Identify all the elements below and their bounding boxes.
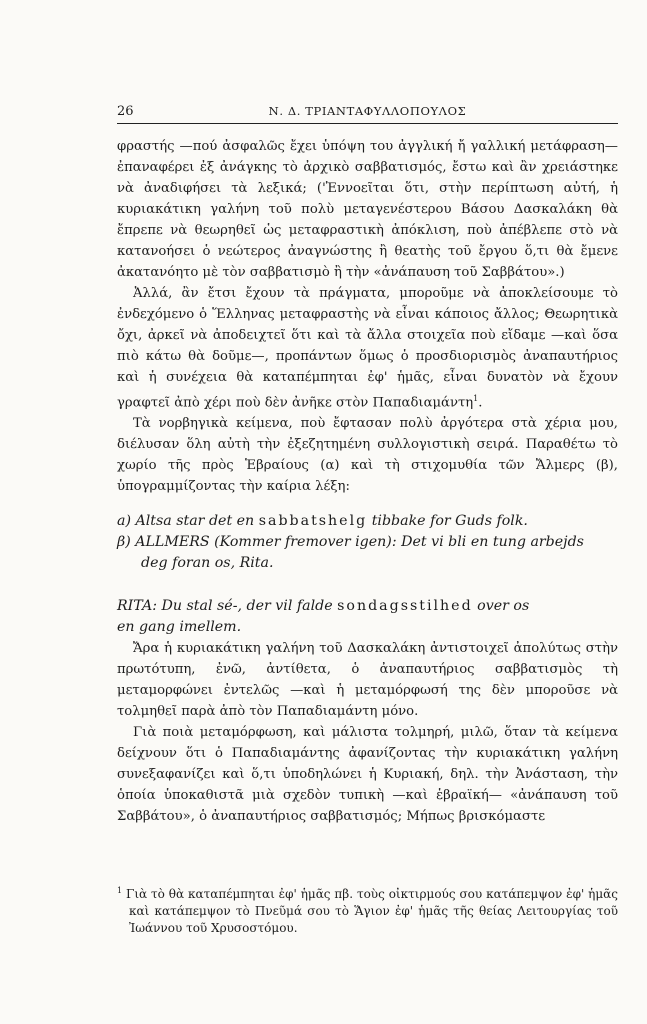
paragraph-2: Ἀλλά, ἂν ἔτσι ἔχουν τὰ πράγματα, μποροῦμε νὰ ἀποκλείσουμε τὸ ἐνδεχόμενο ὁ Ἕλληνας μεταφραστὴς νὰ εἶναι κάποιος ἄλλος; Θεωρητικὰ ὄχι, ἀρκεῖ νὰ ἀποδειχτεῖ ὅτι καὶ τὰ ἄλλα στοιχεῖα ποὺ εἴδαμε —καὶ ὅσα πιὸ κάτω θὰ δοῦμε—, προπάντων ὅμως ὁ προσδιορισμὸς ἀναπαυτήριος καὶ ἡ συνέχεια θὰ καταπέμπηται ἐφ' ἡμᾶς, εἶναι δυνατὸν νὰ ἔχουν γραφτεῖ ἀπὸ χέρι ποὺ δὲν ἀνῆκε στὸν Παπαδιαμάντη$^1$. <box>117 286 618 411</box>
paragraph-5: Γιὰ ποιὰ μεταμόρφωση, καὶ μάλιστα τολμηρή, μιλῶ, ὅταν τὰ κείμενα δείχνουν ὅτι ὁ Παπαδιαμάντης ἀφανίζοντας τὴν κυριακάτικη γαλήνη συνεξαφανίζει καὶ ὅ,τι ὑποδηλώνει ἡ Κυριακή, δηλ. τὴν Ἀνάσταση, τὴν ὁποία ὑποκαθιστᾶ μιὰ σχεδὸν τυπικὴ —καὶ ἑβραϊκή— «ἀνάπαυση τοῦ Σαββάτου», ὁ ἀναπαυτήριος σαββατισμός; Μήπως βρισκόμαστε <box>117 725 618 825</box>
quote-rita-prefix: RITA: Du stal sé-, der vil falde <box>117 598 338 615</box>
footnotes <box>117 882 618 937</box>
running-header <box>117 104 618 124</box>
paragraph-1: φραστής —πού ἀσφαλῶς ἔχει ὑπόψη του ἀγγλική ἤ γαλλική μετάφραση— ἐπαναφέρει ἐξ ἀνάγκης τὸ ἀρχικὸ σαββατισμός, ἔστω καὶ ἂν χρειάστηκε νὰ ἀναδιφήσει τὰ λεξικά; ('Ἐννοεῖται ὅτι, στὴν περίπτωση αὐτή, ἡ κυριακάτικη γαλήνη τοῦ πολὺ μεταγενέστερου Βάσου Δασκαλάκη θὰ ἔπρεπε νὰ θεωρηθεῖ ὡς μεταφραστικὴ ἀπόκλιση, ποὺ ἀπέβλεπε στὸ νὰ κατανοήσει ὁ νεώτερος ἀναγνώστης ἢ θεατὴς τοῦ ἔργου ὅ,τι θὰ ἔμενε ἀκατανόητο μὲ τὸν σαββατισμὸ ἢ τὴν «ἀνάπαυση τοῦ Σαββάτου».) <box>117 139 618 280</box>
running-title: Ν. Δ. ΤΡΙΑΝΤΑΦΥΛΛΟΠΟΥΛΟΣ <box>268 104 467 118</box>
quote-rita-line2: en gang imellem. <box>117 619 242 636</box>
quote-rita-suffix: over os <box>472 598 530 615</box>
footnote-ref: 1 <box>473 394 479 403</box>
quotation-block <box>117 511 618 574</box>
paragraph-4: Ἄρα ἡ κυριακάτικη γαλήνη τοῦ Δασκαλάκη ἀντιστοιχεῖ ἀπολύτως στὴν πρωτότυπη, ἐνῶ, ἀντίθετα, ὁ ἀναπαυτήριος σαββατισμὸς τὴ μεταμορφώνει ἐντελῶς —καὶ ἡ μεταμόρφωσή της δὲν μποροῦσε νὰ τολμηθεῖ παρὰ ἀπὸ τὸν Παπαδιαμάντη μόνο. <box>117 641 618 720</box>
quote-b-line2: deg foran os, Rita. <box>141 555 274 572</box>
quote-b-line1: β) ALLMERS (Kommer fremover igen): Det vi bli en tung arbejds <box>117 534 584 551</box>
body-text <box>117 136 618 827</box>
quote-a-suffix: tibbake for Guds folk. <box>367 513 528 530</box>
quote-rita <box>117 596 618 638</box>
paragraph-3: Τὰ νορβηγικὰ κείμενα, ποὺ ἔφτασαν πολὺ ἀργότερα στὰ χέρια μου, διέλυσαν ὅλη αὐτὴ τὴν ἐξεζητημένη συλλογιστικὴ σειρά. Παραθέτω τὸ χωρίο τῆς πρὸς Ἑβραίους (α) καὶ τὴ στιχομυθία τῶν Ἄλμερς (β), ὑπογραμμίζοντας τὴν καίρια λέξη: <box>117 416 618 495</box>
page-number: 26 <box>117 104 134 119</box>
paragraph-2-text: Ἀλλά, ἂν ἔτσι ἔχουν τὰ πράγματα, μποροῦμε νὰ ἀποκλείσουμε τὸ ἐνδεχόμενο ὁ Ἕλληνας μεταφραστὴς νὰ εἶναι κάποιος ἄλλος; Θεωρητικὰ ὄχι, ἀρκεῖ νὰ ἀποδειχτεῖ ὅτι καὶ τὰ ἄλλα στοιχεῖα ποὺ εἴδαμε —καὶ ὅσα πιὸ κάτω θὰ δοῦμε—, προπάντων ὅμως ὁ προσδιορισμὸς ἀναπαυτήριος καὶ ἡ συνέχεια θὰ καταπέμπηται ἐφ' ἡμᾶς, εἶναι δυνατὸν νὰ ἔχουν γραφτεῖ ἀπὸ χέρι ποὺ δὲν ἀνῆκε στὸν Παπαδιαμάντη <box>117 286 618 411</box>
quote-a-keyword: sabbatshelg <box>258 513 368 530</box>
quote-a-prefix: a) Altsa star det en <box>117 513 259 530</box>
quote-rita-line1 <box>117 596 618 617</box>
footnote-marker: 1 <box>117 886 123 895</box>
page <box>117 104 618 827</box>
quote-a <box>117 511 618 532</box>
quote-rita-keyword: sondagsstilhed <box>337 598 473 615</box>
footnote-text: Γιὰ τὸ θὰ καταπέμπηται ἐφ' ἡμᾶς πβ. τοὺς οἰκτιρμούς σου κατάπεμψον ἐφ' ἡμᾶς καὶ κατάπεμψον τὸ Πνεῦμά σου τὸ Ἅγιον ἐφ' ἡμᾶς τῆς θείας Λειτουργίας τοῦ Ἰωάννου τοῦ Χρυσοστόμου. <box>126 887 618 935</box>
footnote-1 <box>117 882 618 937</box>
